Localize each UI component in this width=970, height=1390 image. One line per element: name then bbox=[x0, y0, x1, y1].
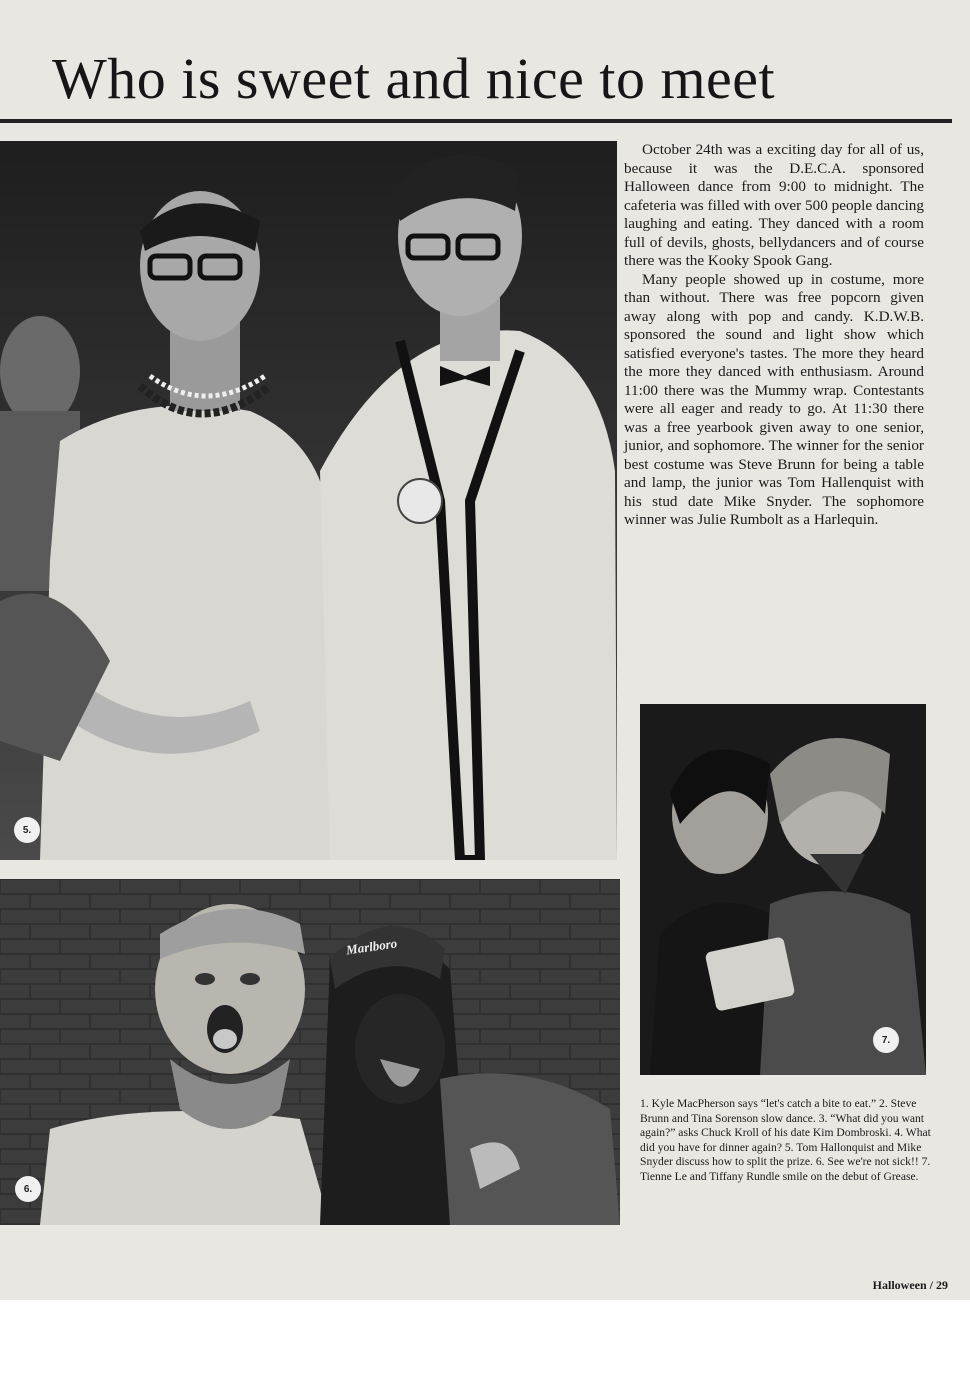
page-footer: Halloween / 29 bbox=[872, 1278, 948, 1292]
photo-5-number: 5. bbox=[14, 817, 40, 843]
photo-7 bbox=[640, 704, 926, 1075]
photo-7-illustration bbox=[640, 704, 926, 1075]
article-paragraph-1: October 24th was a exciting day for all of us, because it was the D.E.C.A. sponsored Halloween dance from 9:00 to midnight. The cafeteria was filled with over 500 people dancing laughing and eating. They danced with a room full of devils, ghosts, bellydancers and of course there was the Kooky Spook Gang. bbox=[624, 141, 924, 269]
photo-7-number: 7. bbox=[873, 1027, 899, 1053]
article-body bbox=[624, 141, 924, 530]
title-rule bbox=[0, 119, 952, 123]
photo-6-number: 6. bbox=[15, 1176, 41, 1202]
photo-5 bbox=[0, 141, 617, 860]
photo-captions: 1. Kyle MacPherson says “let's catch a bite to eat.” 2. Steve Brunn and Tina Sorenson slow dance. 3. “What did you want again?” asks Chuck Kroll of his date Kim Dombroski. 4. What did you have for dinner again? 5. Tom Hallonquist and Mike Snyder discuss how to split the prize. 6. See we're not sick!! 7. Tienne Le and Tiffany Rundle smile on the debut of Grease. bbox=[640, 1097, 931, 1183]
photo-5-illustration bbox=[0, 141, 617, 860]
bottom-margin bbox=[0, 1300, 970, 1390]
cap-logo-text: Marlboro bbox=[345, 935, 399, 958]
photo-6-illustration bbox=[0, 879, 620, 1225]
article-paragraph-2: Many people showed up in costume, more than without. There was free popcorn given away along with pop and candy. K.D.W.B. sponsored the sound and light show which satisfied everyone's tastes. The more they heard the more they danced with enthusiasm. Around 11:00 there was the Mummy wrap. Contestants were all eager and ready to go. At 11:30 there was a free yearbook given away to one senior, junior, and sophomore. The winner for the senior best costume was Steve Brunn for being a table and lamp, the junior was Tom Hallenquist with his stud date Mike Snyder. The sophomore winner was Julie Rumbolt as a Harlequin. bbox=[624, 270, 924, 528]
photo-6 bbox=[0, 879, 620, 1225]
page-title: Who is sweet and nice to meet bbox=[52, 46, 776, 111]
